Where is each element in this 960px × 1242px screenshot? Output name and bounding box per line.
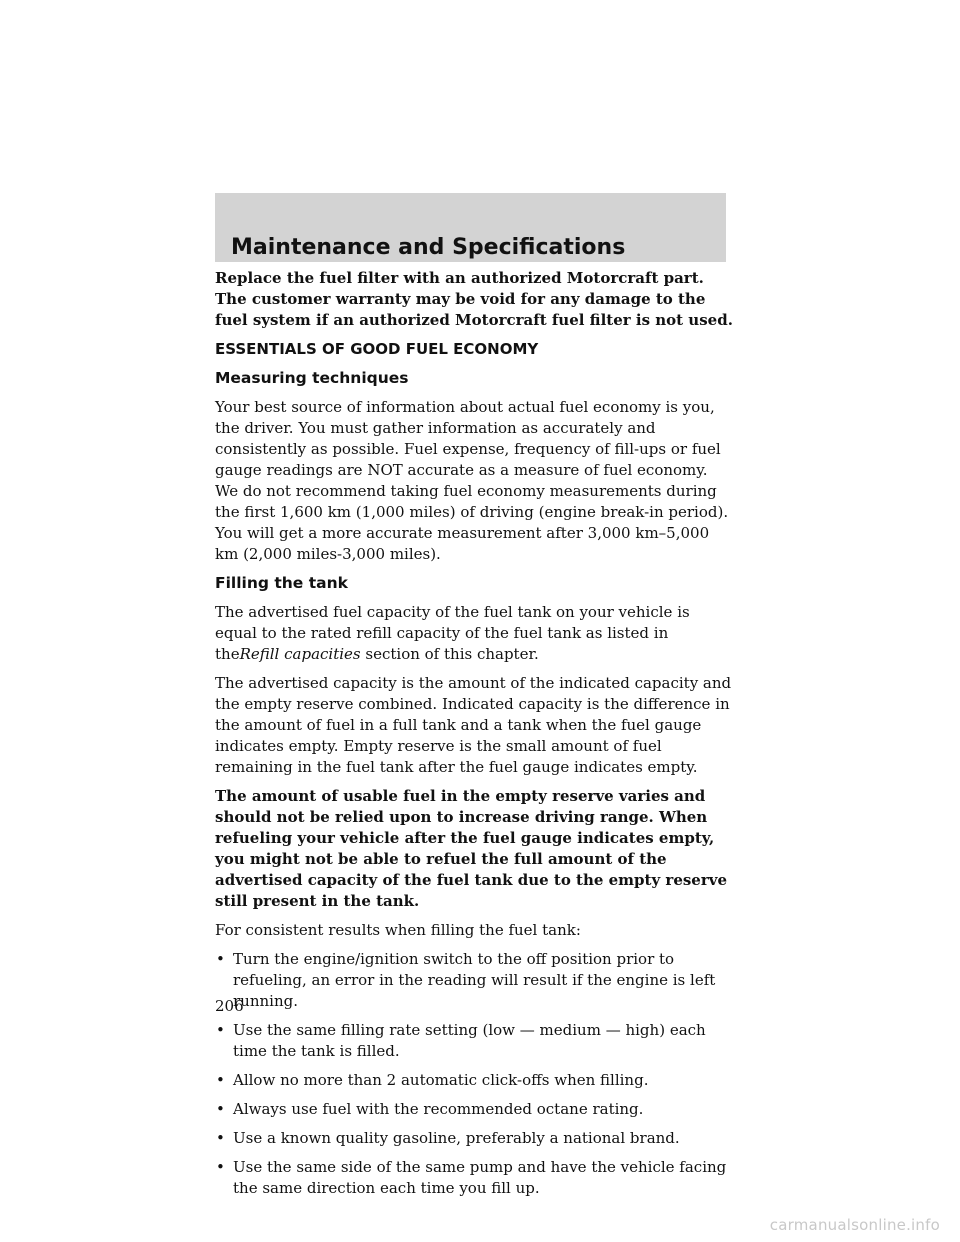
bullet-icon: •: [216, 950, 225, 968]
list-item: [215, 949, 735, 1012]
bullet-icon: •: [216, 1071, 225, 1089]
list-item: [215, 1099, 735, 1120]
page-content: [215, 268, 735, 1207]
empty-reserve-warning: The amount of usable fuel in the empty reserve varies and should not be relied upon to increase driving range. When refueling your vehicle after the fuel gauge indicates empty, you might not be able to refuel the full amount of the advertised capacity of the fuel tank due to the empty reserve still present in the tank.: [215, 787, 728, 910]
refill-capacities-reference: Refill capacities: [239, 645, 361, 663]
list-item-text: Allow no more than 2 automatic click-offs when filling.: [233, 1071, 649, 1089]
bullet-icon: •: [216, 1129, 225, 1147]
chapter-title: Maintenance and Specifications: [231, 235, 626, 260]
list-item-text: Always use fuel with the recommended octane rating.: [233, 1100, 644, 1118]
filling-p1-text: The advertised fuel capacity of the fuel tank on your vehicle is equal to the rated refill capacity of the fuel tank as listed in the: [215, 603, 690, 663]
filling-paragraph-1: [215, 602, 735, 665]
list-intro: For consistent results when filling the fuel tank:: [215, 921, 581, 939]
list-item: [215, 1070, 735, 1091]
bullet-icon: •: [216, 1021, 225, 1039]
filling-heading: Filling the tank: [215, 574, 348, 592]
bullet-icon: •: [216, 1158, 225, 1176]
watermark: carmanualsonline.info: [769, 1216, 940, 1234]
fuel-tips-list: [215, 949, 735, 1199]
section-heading: ESSENTIALS OF GOOD FUEL ECONOMY: [215, 340, 539, 358]
page-number: 206: [215, 997, 244, 1015]
list-item-text: Turn the engine/ignition switch to the off position prior to refueling, an error in the reading will result if the engine is left running.: [233, 950, 716, 1010]
fuel-filter-warning: Replace the fuel filter with an authorized Motorcraft part. The customer warranty may be void for any damage to the fuel system if an authorized Motorcraft fuel filter is not used.: [215, 269, 733, 329]
filling-p1-tail: section of this chapter.: [365, 645, 539, 663]
measuring-heading: Measuring techniques: [215, 369, 409, 387]
measuring-body: Your best source of information about actual fuel economy is you, the driver. You must gather information as accurately and consistently as possible. Fuel expense, frequency of fill-ups or fuel gauge readings are NOT accurate as a measure of fuel economy. We do not recommend taking fuel economy measurements during the first 1,600 km (1,000 miles) of driving (engine break-in period). You will get a more accurate measurement after 3,000 km–5,000 km (2,000 miles-3,000 miles).: [215, 398, 729, 563]
list-item-text: Use the same side of the same pump and have the vehicle facing the same direction each time you fill up.: [233, 1158, 727, 1197]
bullet-icon: •: [216, 1100, 225, 1118]
filling-paragraph-2: The advertised capacity is the amount of the indicated capacity and the empty reserve combined. Indicated capacity is the difference in the amount of fuel in a full tank and a tank when the fuel gauge indicates empty. Empty reserve is the small amount of fuel remaining in the fuel tank after the fuel gauge indicates empty.: [215, 674, 732, 776]
chapter-header: [215, 193, 726, 262]
list-item-text: Use a known quality gasoline, preferably a national brand.: [233, 1129, 680, 1147]
list-item-text: Use the same filling rate setting (low — medium — high) each time the tank is filled.: [233, 1021, 706, 1060]
list-item: [215, 1020, 735, 1062]
list-item: [215, 1157, 735, 1199]
list-item: [215, 1128, 735, 1149]
